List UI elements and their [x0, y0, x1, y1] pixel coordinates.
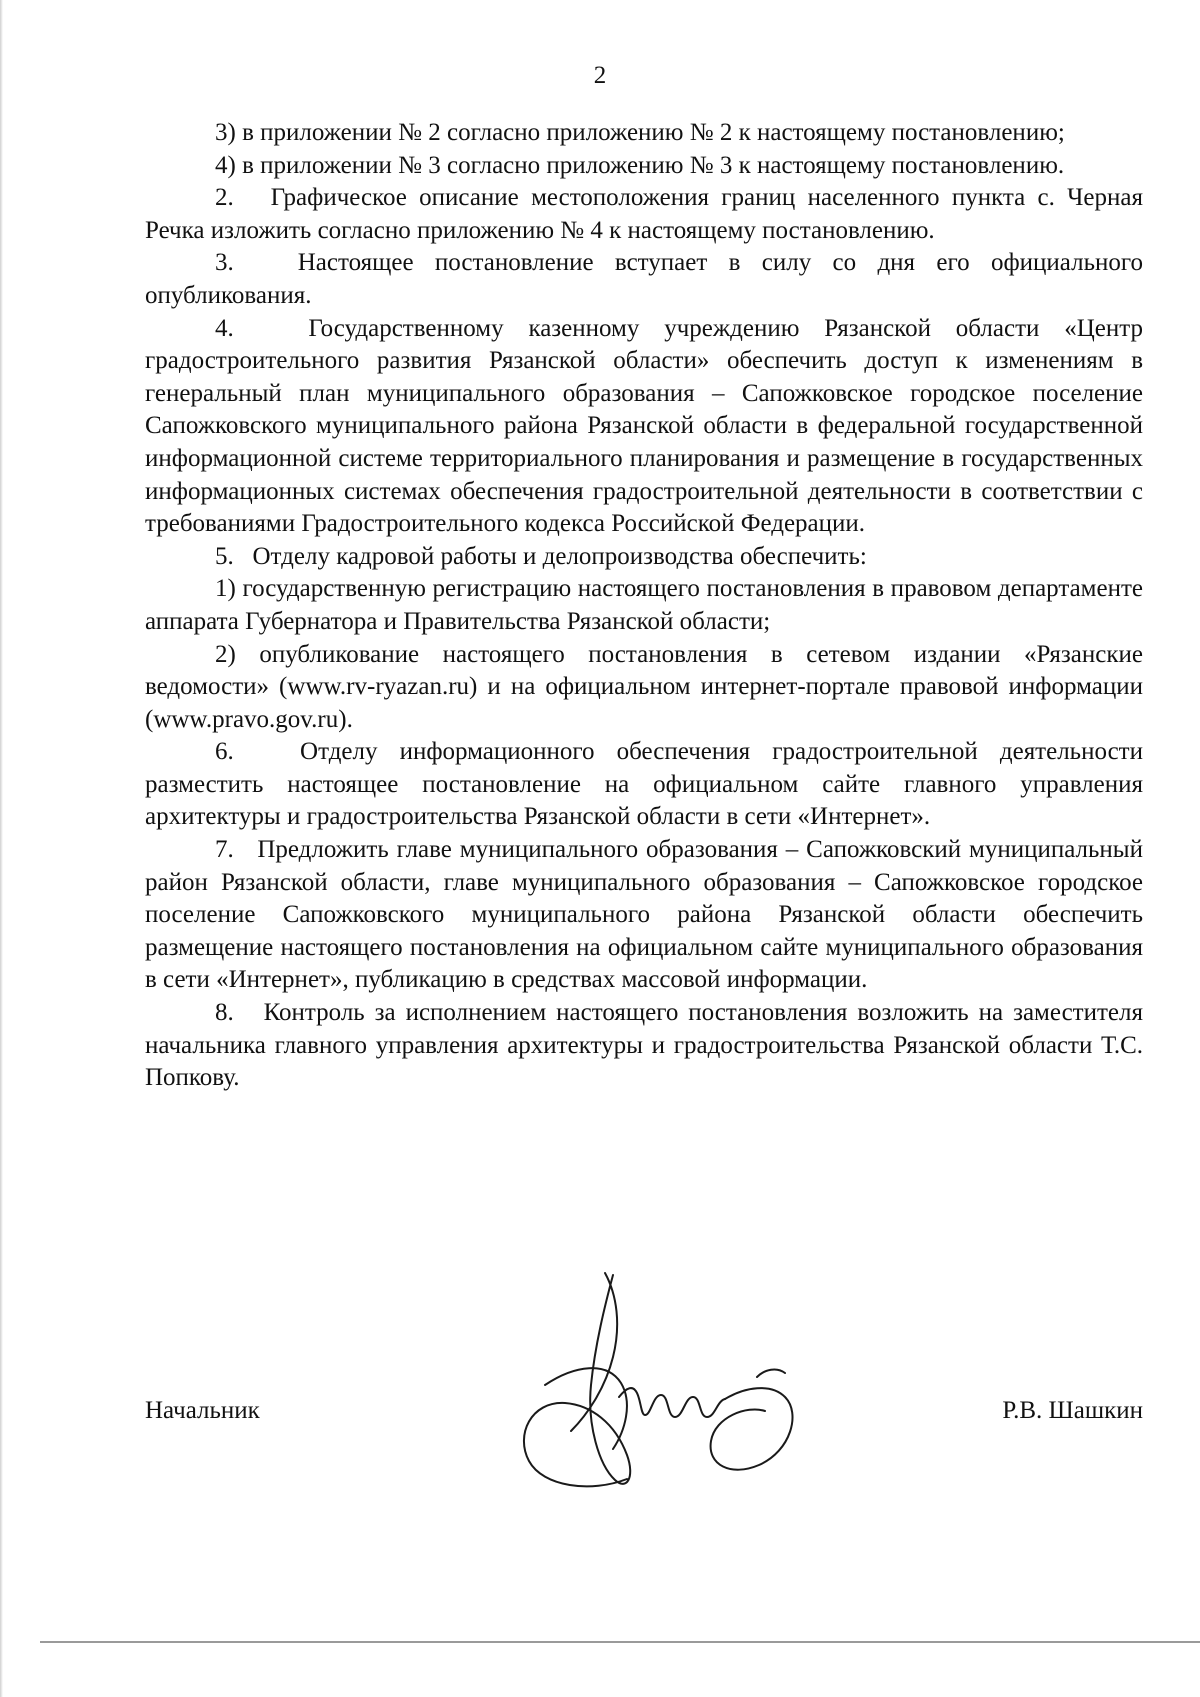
handwritten-signature	[495, 1265, 815, 1510]
paragraph-item-4: 4) в приложении № 3 согласно приложению № 3 к настоящему постановлению.	[215, 151, 1065, 179]
paragraph-7: 7. Предложить главе муниципального образования – Сапожковский муниципальный район Рязанской области, главе муниципального образования – Сапожковское городское поселение Сапожковского муниципального района Рязанской области обеспечить размещение настоящего постановления на официальном сайте муниципального образования в сети «Интернет», публикацию в средствах массовой информации.	[145, 836, 1143, 994]
scan-edge-left	[0, 0, 3, 1697]
paragraph-5-2: 2) опубликование настоящего постановления в сетевом издании «Рязанские ведомости» (www.rv-ryazan.ru) и на официальном интернет-портале правовой информации (www.pravo.gov.ru).	[145, 640, 1143, 733]
signature-block	[145, 1397, 1143, 1437]
paragraph-5-1: 1) государственную регистрацию настоящего постановления в правовом департаменте аппарата Губернатора и Правительства Рязанской области;	[145, 575, 1143, 635]
page-number: 2	[593, 62, 607, 89]
signatory-title: Начальник	[145, 1397, 260, 1424]
document-body	[145, 117, 1143, 1095]
paragraph-2: 2. Графическое описание местоположения границ населенного пункта с. Черная Речка изложить согласно приложению № 4 к настоящему постановлению.	[145, 184, 1143, 244]
paragraph-5: 5. Отделу кадровой работы и делопроизводства обеспечить:	[215, 542, 867, 570]
signatory-name: Р.В. Шашкин	[1002, 1397, 1143, 1424]
paragraph-8: 8. Контроль за исполнением настоящего постановления возложить на заместителя начальника главного управления архитектуры и градостроительства Рязанской области Т.С. Попкову.	[145, 999, 1143, 1092]
paragraph-4: 4. Государственному казенному учреждению Рязанской области «Центр градостроительного развития Рязанской области» обеспечить доступ к изменениям в генеральный план муниципального образования – Сапожковское городское поселение Сапожковского муниципального района Рязанской области в федеральной государственной информационной системе территориального планирования и размещение в государственных информационных системах обеспечения градостроительной деятельности в соответствии с требованиями Градостроительного кодекса Российской Федерации.	[145, 314, 1143, 538]
scan-edge-bottom	[40, 1641, 1200, 1643]
paragraph-3: 3. Настоящее постановление вступает в силу со дня его официального опубликования.	[145, 249, 1143, 309]
paragraph-item-3: 3) в приложении № 2 согласно приложению № 2 к настоящему постановлению;	[215, 119, 1065, 146]
paragraph-6: 6. Отделу информационного обеспечения градостроительной деятельности разместить настоящее постановление на официальном сайте главного управления архитектуры и градостроительства Рязанской области в сети «Интернет».	[145, 738, 1143, 831]
